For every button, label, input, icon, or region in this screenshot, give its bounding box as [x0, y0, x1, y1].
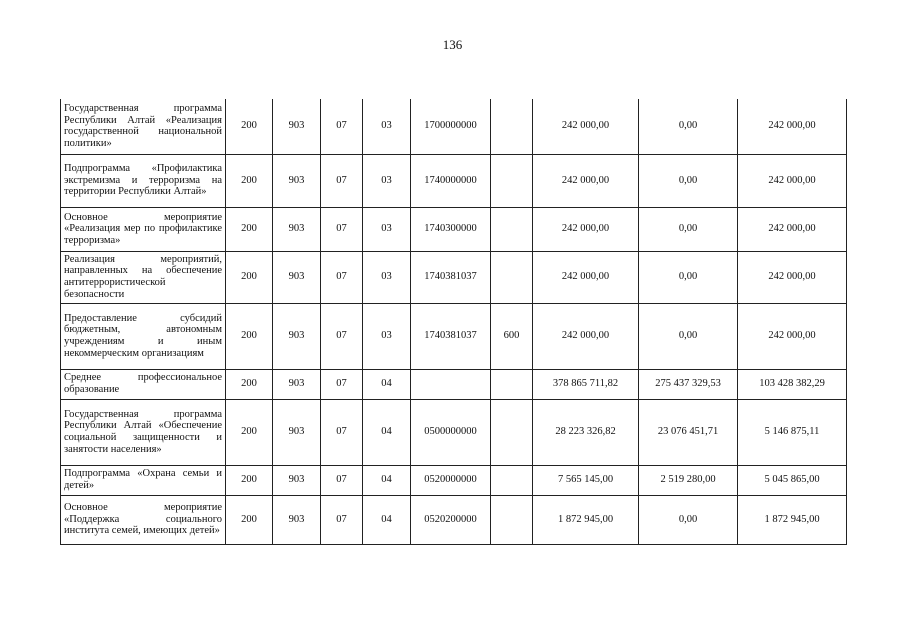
- code-a-cell: 200: [226, 303, 273, 369]
- table-row: [61, 251, 847, 303]
- target-article-cell: 0520000000: [411, 465, 491, 495]
- amount-federal-cell: 0,00: [639, 303, 738, 369]
- amount-federal-cell: 0,00: [639, 251, 738, 303]
- target-article-cell: 1740381037: [411, 251, 491, 303]
- amount-regional-cell: 242 000,00: [738, 154, 847, 207]
- section-cell: 07: [321, 399, 363, 465]
- table-row: [61, 154, 847, 207]
- expense-type-cell: [491, 207, 533, 251]
- expense-type-cell: [491, 251, 533, 303]
- subsection-cell: 03: [363, 154, 411, 207]
- amount-total-cell: 242 000,00: [533, 303, 639, 369]
- amount-regional-cell: 242 000,00: [738, 207, 847, 251]
- expense-type-cell: [491, 495, 533, 544]
- table-row: [61, 369, 847, 399]
- code-b-cell: 903: [273, 495, 321, 544]
- section-cell: 07: [321, 207, 363, 251]
- target-article-cell: 0500000000: [411, 399, 491, 465]
- code-b-cell: 903: [273, 399, 321, 465]
- code-a-cell: 200: [226, 251, 273, 303]
- code-a-cell: 200: [226, 99, 273, 154]
- section-cell: 07: [321, 99, 363, 154]
- amount-federal-cell: 23 076 451,71: [639, 399, 738, 465]
- row-name-cell: Основное мероприятие «Реализация мер по профилактике терроризма»: [61, 207, 226, 251]
- amount-total-cell: 378 865 711,82: [533, 369, 639, 399]
- budget-table: [60, 99, 847, 545]
- code-a-cell: 200: [226, 465, 273, 495]
- amount-federal-cell: 275 437 329,53: [639, 369, 738, 399]
- expense-type-cell: [491, 154, 533, 207]
- code-b-cell: 903: [273, 303, 321, 369]
- section-cell: 07: [321, 465, 363, 495]
- row-name-cell: Государственная программа Республики Алтай «Обеспечение социальной защищенности и занятости населения»: [61, 399, 226, 465]
- target-article-cell: 0520200000: [411, 495, 491, 544]
- amount-total-cell: 242 000,00: [533, 99, 639, 154]
- table-row: [61, 207, 847, 251]
- row-name-cell: Подпрограмма «Охрана семьи и детей»: [61, 465, 226, 495]
- section-cell: 07: [321, 369, 363, 399]
- page-number: 136: [442, 37, 463, 52]
- code-a-cell: 200: [226, 207, 273, 251]
- target-article-cell: [411, 369, 491, 399]
- amount-total-cell: 28 223 326,82: [533, 399, 639, 465]
- row-name-cell: Предоставление субсидий бюджетным, автономным учреждениям и иным некоммерческим организациям: [61, 303, 226, 369]
- amount-federal-cell: 0,00: [639, 495, 738, 544]
- section-cell: 07: [321, 303, 363, 369]
- subsection-cell: 04: [363, 399, 411, 465]
- section-cell: 07: [321, 154, 363, 207]
- amount-total-cell: 242 000,00: [533, 251, 639, 303]
- subsection-cell: 03: [363, 251, 411, 303]
- subsection-cell: 03: [363, 303, 411, 369]
- code-a-cell: 200: [226, 369, 273, 399]
- table-body: [61, 99, 847, 544]
- table-row: [61, 99, 847, 154]
- subsection-cell: 03: [363, 207, 411, 251]
- amount-regional-cell: 5 045 865,00: [738, 465, 847, 495]
- expense-type-cell: 600: [491, 303, 533, 369]
- row-name-cell: Основное мероприятие «Поддержка социального института семей, имеющих детей»: [61, 495, 226, 544]
- amount-total-cell: 242 000,00: [533, 207, 639, 251]
- amount-federal-cell: 0,00: [639, 154, 738, 207]
- amount-regional-cell: 242 000,00: [738, 303, 847, 369]
- subsection-cell: 03: [363, 99, 411, 154]
- amount-regional-cell: 242 000,00: [738, 251, 847, 303]
- subsection-cell: 04: [363, 495, 411, 544]
- section-cell: 07: [321, 251, 363, 303]
- expense-type-cell: [491, 369, 533, 399]
- amount-federal-cell: 0,00: [639, 99, 738, 154]
- amount-regional-cell: 1 872 945,00: [738, 495, 847, 544]
- code-a-cell: 200: [226, 399, 273, 465]
- row-name-cell: Реализация мероприятий, направленных на обеспечение антитеррористической безопасности: [61, 251, 226, 303]
- table-row: [61, 399, 847, 465]
- target-article-cell: 1740381037: [411, 303, 491, 369]
- target-article-cell: 1740000000: [411, 154, 491, 207]
- expense-type-cell: [491, 399, 533, 465]
- code-b-cell: 903: [273, 99, 321, 154]
- expense-type-cell: [491, 99, 533, 154]
- amount-regional-cell: 5 146 875,11: [738, 399, 847, 465]
- row-name-cell: Среднее профессиональное образование: [61, 369, 226, 399]
- table-row: [61, 495, 847, 544]
- amount-total-cell: 1 872 945,00: [533, 495, 639, 544]
- table-row: [61, 303, 847, 369]
- code-b-cell: 903: [273, 207, 321, 251]
- amount-federal-cell: 2 519 280,00: [639, 465, 738, 495]
- subsection-cell: 04: [363, 465, 411, 495]
- expense-type-cell: [491, 465, 533, 495]
- table-row: [61, 465, 847, 495]
- code-b-cell: 903: [273, 369, 321, 399]
- row-name-cell: Подпрограмма «Профилактика экстремизма и терроризма на территории Республики Алтай»: [61, 154, 226, 207]
- amount-total-cell: 7 565 145,00: [533, 465, 639, 495]
- amount-total-cell: 242 000,00: [533, 154, 639, 207]
- code-b-cell: 903: [273, 251, 321, 303]
- amount-federal-cell: 0,00: [639, 207, 738, 251]
- target-article-cell: 1700000000: [411, 99, 491, 154]
- code-a-cell: 200: [226, 154, 273, 207]
- amount-regional-cell: 103 428 382,29: [738, 369, 847, 399]
- row-name-cell: Государственная программа Республики Алтай «Реализация государственной национальной политики»: [61, 99, 226, 154]
- subsection-cell: 04: [363, 369, 411, 399]
- code-a-cell: 200: [226, 495, 273, 544]
- target-article-cell: 1740300000: [411, 207, 491, 251]
- section-cell: 07: [321, 495, 363, 544]
- code-b-cell: 903: [273, 465, 321, 495]
- amount-regional-cell: 242 000,00: [738, 99, 847, 154]
- code-b-cell: 903: [273, 154, 321, 207]
